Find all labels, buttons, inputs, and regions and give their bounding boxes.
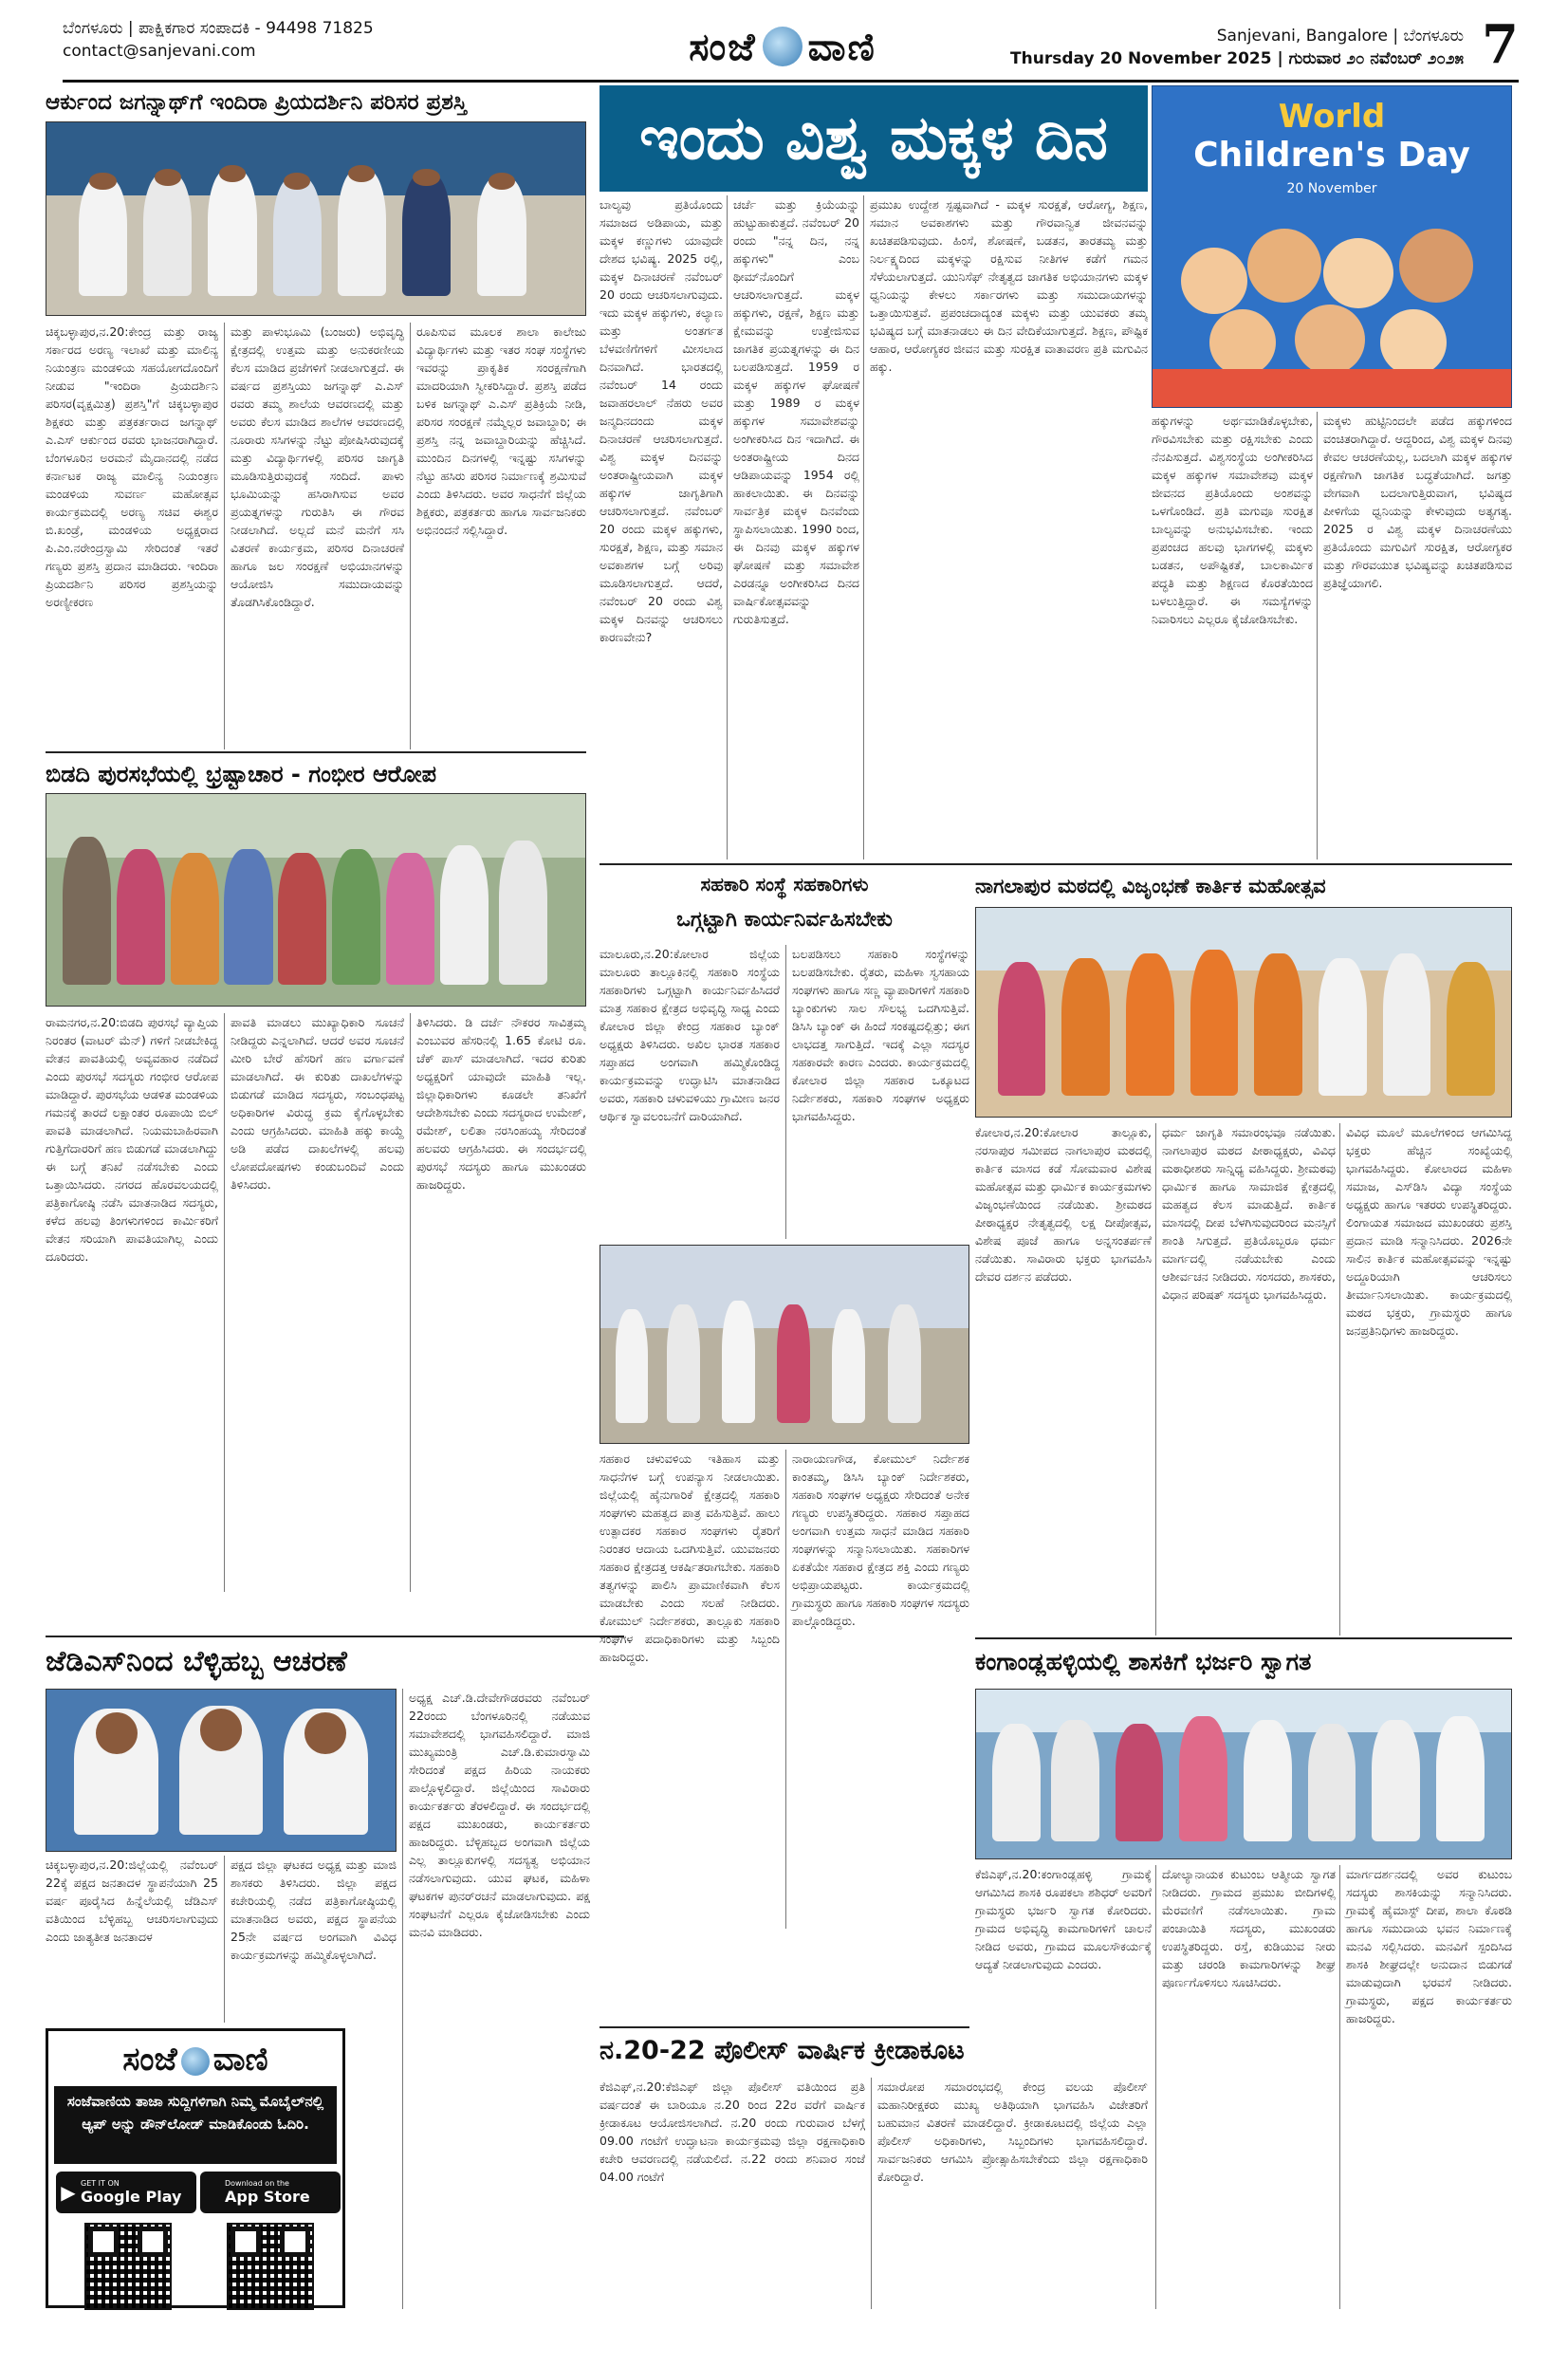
article-nagalapura-col2: ಧರ್ಮ ಜಾಗೃತಿ ಸಮಾರಂಭವೂ ನಡೆಯಿತು. ನಾಗಲಾಪುರ ಮಠದ ಪೀಠಾಧ್ಯಕ್ಷರು, ವಿವಿಧ ಮಠಾಧೀಶರು ಸಾನ್ನಿಧ್ಯ ವಹಿಸಿದ್ದರು. ಶ್ರೀಮಠವು ಧಾರ್ಮಿಕ ಹಾಗೂ ಸಾಮಾಜಿಕ ಕ್ಷೇತ್ರದಲ್ಲಿ ಮಹತ್ವದ ಕೆಲಸ ಮಾಡುತ್ತಿದೆ. ಕಾರ್ತಿಕ ಮಾಸದಲ್ಲಿ ದೀಪ ಬೆಳಗಿಸುವುದರಿಂದ ಮನಸ್ಸಿಗೆ ಶಾಂತಿ ಸಿಗುತ್ತದೆ. ಪ್ರತಿಯೊಬ್ಬರೂ ಧರ್ಮ ಮಾರ್ಗದಲ್ಲಿ ನಡೆಯಬೇಕು ಎಂದು ಆಶೀರ್ವಚನ ನೀಡಿದರು. ಸಂಸದರು, ಶಾಸಕರು, ವಿಧಾನ ಪರಿಷತ್ ಸದಸ್ಯರು ಭಾಗವಹಿಸಿದ್ದರು. [1155, 1123, 1336, 1636]
childrens-day-illustration [1152, 85, 1512, 408]
section-divider [46, 1636, 624, 1637]
play-store-icon: ▶ [61, 2181, 76, 2204]
app-store-label: App Store [225, 2188, 310, 2206]
google-play-small-text: GET IT ON [81, 2179, 120, 2188]
article-coop-col1: ಮಾಲೂರು,ನ.20:ಕೋಲಾರ ಜಿಲ್ಲೆಯ ಮಾಲೂರು ತಾಲ್ಲೂಕಿನಲ್ಲಿ ಸಹಕಾರಿ ಸಂಸ್ಥೆಯ ಸಹಕಾರಿಗಳು ಒಗ್ಗಟ್ಟಾಗಿ ಕಾರ್ಯನಿರ್ವಹಿಸಿದರೆ ಮಾತ್ರ ಸಹಕಾರ ಕ್ಷೇತ್ರದ ಅಭಿವೃದ್ಧಿ ಸಾಧ್ಯ ಎಂದು ಕೋಲಾರ ಜಿಲ್ಲಾ ಕೇಂದ್ರ ಸಹಕಾರ ಬ್ಯಾಂಕ್ ಅಧ್ಯಕ್ಷರು ತಿಳಿಸಿದರು. ಅಖಿಲ ಭಾರತ ಸಹಕಾರ ಸಪ್ತಾಹದ ಅಂಗವಾಗಿ ಹಮ್ಮಿಕೊಂಡಿದ್ದ ಕಾರ್ಯಕ್ರಮವನ್ನು ಉದ್ಘಾಟಿಸಿ ಮಾತನಾಡಿದ ಅವರು, ಸಹಕಾರಿ ಚಳುವಳಿಯು ಗ್ರಾಮೀಣ ಜನರ ಆರ್ಥಿಕ ಸ್ವಾವಲಂಬನೆಗೆ ದಾರಿಯಾಗಿದೆ. [600, 947, 780, 1123]
app-store-small-text: Download on the [225, 2179, 289, 2188]
article-coop-col2: ಬಲಪಡಿಸಲು ಸಹಕಾರಿ ಸಂಸ್ಥೆಗಳನ್ನು ಬಲಪಡಿಸಬೇಕು. ರೈತರು, ಮಹಿಳಾ ಸ್ವಸಹಾಯ ಸಂಘಗಳು ಹಾಗೂ ಸಣ್ಣ ವ್ಯಾಪಾರಿಗಳಿಗೆ ಸಹಕಾರಿ ಬ್ಯಾಂಕುಗಳು ಸಾಲ ಸೌಲಭ್ಯ ಒದಗಿಸುತ್ತಿವೆ. ಡಿಸಿಸಿ ಬ್ಯಾಂಕ್ ಈ ಹಿಂದೆ ಸಂಕಷ್ಟದಲ್ಲಿತ್ತು; ಈಗ ಲಾಭದತ್ತ ಸಾಗುತ್ತಿದೆ. ಇದಕ್ಕೆ ಎಲ್ಲಾ ಸದಸ್ಯರ ಸಹಕಾರವೇ ಕಾರಣ ಎಂದರು. ಕಾರ್ಯಕ್ರಮದಲ್ಲಿ ಕೋಲಾರ ಜಿಲ್ಲಾ ಸಹಕಾರ ಒಕ್ಕೂಟದ ನಿರ್ದೇಶಕರು, ಸಹಕಾರಿ ಸಂಘಗಳ ಅಧ್ಯಕ್ಷರು ಭಾಗವಹಿಸಿದ್ದರು. [785, 945, 969, 1239]
article-nagalapura-col1: ಕೋಲಾರ,ನ.20:ಕೋಲಾರ ತಾಲ್ಲೂಕು, ನರಸಾಪುರ ಸಮೀಪದ ನಾಗಲಾಪುರ ಮಠದಲ್ಲಿ ಕಾರ್ತಿಕ ಮಾಸದ ಕಡೆ ಸೋಮವಾರ ವಿಶೇಷ ಮಹೋತ್ಸವ ಮತ್ತು ಧಾರ್ಮಿಕ ಕಾರ್ಯಕ್ರಮಗಳು ವಿಜೃಂಭಣೆಯಿಂದ ನಡೆಯಿತು. ಶ್ರೀಮಠದ ಪೀಠಾಧ್ಯಕ್ಷರ ನೇತೃತ್ವದಲ್ಲಿ ಲಕ್ಷ ದೀಪೋತ್ಸವ, ವಿಶೇಷ ಪೂಜೆ ಹಾಗೂ ಅನ್ನಸಂತರ್ಪಣೆ ನಡೆಯಿತು. ಸಾವಿರಾರು ಭಕ್ತರು ಭಾಗವಹಿಸಿ ದೇವರ ದರ್ಶನ ಪಡೆದರು. [975, 1125, 1152, 1284]
article-police-col1: ಕೆಜಿಎಫ್,ನ.20:ಕೆಜಿಎಫ್ ಜಿಲ್ಲಾ ಪೊಲೀಸ್ ವತಿಯಿಂದ ಪ್ರತಿ ವರ್ಷದಂತೆ ಈ ಬಾರಿಯೂ ನ.20 ರಿಂದ 22ರ ವರೆಗೆ ವಾರ್ಷಿಕ ಕ್ರೀಡಾಕೂಟ ಆಯೋಜಿಸಲಾಗಿದೆ. ನ.20 ರಂದು ಗುರುವಾರ ಬೆಳಗ್ಗೆ 09.00 ಗಂಟೆಗೆ ಉದ್ಘಾಟನಾ ಕಾರ್ಯಕ್ರಮವು ಜಿಲ್ಲಾ ರಕ್ಷಣಾಧಿಕಾರಿ ಕಚೇರಿ ಆವರಣದಲ್ಲಿ ನಡೆಯಲಿದೆ. ನ.22 ರಂದು ಶನಿವಾರ ಸಂಜೆ 04.00 ಗಂಟೆಗೆ [600, 2079, 865, 2184]
masthead-left [63, 17, 374, 63]
qr-code-app-store[interactable] [227, 2223, 314, 2310]
page-number: 7 [1482, 13, 1519, 76]
photo-bidadi-group [46, 793, 586, 1007]
article-headline-award: ಆರ್ಕುಂದ ಜಗನ್ನಾಥ್‌ಗೆ ಇಂದಿರಾ ಪ್ರಿಯದರ್ಶಿನಿ ಪರಿಸರ ಪ್ರಶಸ್ತಿ [46, 90, 468, 115]
qr-code-google-play[interactable] [84, 2223, 172, 2310]
newspaper-logo [645, 17, 920, 76]
article-headline-jds: ಜೆಡಿಎಸ್‌ನಿಂದ ಬೆಳ್ಳಿಹಬ್ಬ ಆಚರಣೆ [46, 1645, 347, 1678]
childrens-day-col4: ಹಕ್ಕುಗಳನ್ನು ಅರ್ಥಮಾಡಿಕೊಳ್ಳಬೇಕು, ಗೌರವಿಸಬೇಕು ಮತ್ತು ರಕ್ಷಿಸಬೇಕು ಎಂದು ನೆನಪಿಸುತ್ತದೆ. ವಿಶ್ವಸಂಸ್ಥೆಯ ಅಂಗೀಕರಿಸಿದ ಮಕ್ಕಳ ಹಕ್ಕುಗಳ ಸಮಾವೇಶವು ಮಕ್ಕಳ ಜೀವನದ ಪ್ರತಿಯೊಂದು ಅಂಶವನ್ನು ಒಳಗೊಂಡಿದೆ. ಪ್ರತಿ ಮಗುವೂ ಸುರಕ್ಷಿತ ಬಾಲ್ಯವನ್ನು ಅನುಭವಿಸಬೇಕು. ಇಂದು ಪ್ರಪಂಚದ ಹಲವು ಭಾಗಗಳಲ್ಲಿ ಮಕ್ಕಳು ಬಡತನ, ಅಪೌಷ್ಟಿಕತೆ, ಬಾಲಕಾರ್ಮಿಕ ಪದ್ಧತಿ ಮತ್ತು ಶಿಕ್ಷಣದ ಕೊರತೆಯಿಂದ ಬಳಲುತ್ತಿದ್ದಾರೆ. ಈ ಸಮಸ್ಯೆಗಳನ್ನು ನಿವಾರಿಸಲು ಎಲ್ಲರೂ ಕೈಜೋಡಿಸಬೇಕು. [1152, 414, 1313, 626]
article-headline-police: ನ.20-22 ಪೊಲೀಸ್ ವಾರ್ಷಿಕ ಕ್ರೀಡಾಕೂಟ [600, 2036, 965, 2065]
photo-jds-leaders [46, 1689, 397, 1852]
promo-tagline: ಸಂಜೆವಾಣಿಯ ತಾಜಾ ಸುದ್ದಿಗಳಿಗಾಗಿ ನಿಮ್ಮ ಮೊಬೈಲ್‌ನಲ್ಲಿ ಆ್ಯಪ್ ಅನ್ನು ಡೌನ್‌ಲೋಡ್ ಮಾಡಿಕೊಂಡು ಓದಿರಿ. [54, 2086, 337, 2164]
article-kangandla-col2: ದೋಲ್ಯಾನಾಯಕ ಕುಟುಂಬ ಆತ್ಮೀಯ ಸ್ವಾಗತ ನೀಡಿದರು. ಗ್ರಾಮದ ಪ್ರಮುಖ ಬೀದಿಗಳಲ್ಲಿ ಮೆರವಣಿಗೆ ನಡೆಸಲಾಯಿತು. ಗ್ರಾಮ ಪಂಚಾಯಿತಿ ಸದಸ್ಯರು, ಮುಖಂಡರು ಉಪಸ್ಥಿತರಿದ್ದರು. ರಸ್ತೆ, ಕುಡಿಯುವ ನೀರು ಮತ್ತು ಚರಂಡಿ ಕಾಮಗಾರಿಗಳನ್ನು ಶೀಘ್ರ ಪೂರ್ಣಗೊಳಿಸಲು ಸೂಚಿಸಿದರು. [1155, 1865, 1336, 2309]
article-jds-col2: ಪಕ್ಷದ ಜಿಲ್ಲಾ ಘಟಕದ ಅಧ್ಯಕ್ಷ ಮತ್ತು ಮಾಜಿ ಶಾಸಕರು ತಿಳಿಸಿದರು. ಜಿಲ್ಲಾ ಪಕ್ಷದ ಕಚೇರಿಯಲ್ಲಿ ನಡೆದ ಪತ್ರಿಕಾಗೋಷ್ಠಿಯಲ್ಲಿ ಮಾತನಾಡಿದ ಅವರು, ಪಕ್ಷದ ಸ್ಥಾಪನೆಯ 25ನೇ ವರ್ಷದ ಅಂಗವಾಗಿ ವಿವಿಧ ಕಾರ್ಯಕ್ರಮಗಳನ್ನು ಹಮ್ಮಿಕೊಳ್ಳಲಾಗಿದೆ. [224, 1856, 397, 2023]
illustration-title-childrens-day: Children's Day [1193, 136, 1470, 175]
photo-nagalapura-event [975, 907, 1512, 1118]
globe-icon [181, 2047, 210, 2076]
childrens-day-headline: ಇಂದು ವಿಶ್ವ ಮಕ್ಕಳ ದಿನ [639, 103, 1108, 174]
logo-text-left: ಸಂಜೆ [689, 24, 757, 69]
section-divider [600, 863, 1512, 865]
masthead-date: Thursday 20 November 2025 | ಗುರುವಾರ ೨೦ ನವೆಂಬರ್ ೨೦೨೫ [1010, 49, 1464, 68]
article-headline-coop-line2: ಒಗ್ಗಟ್ಟಾಗಿ ಕಾರ್ಯನಿರ್ವಹಿಸಬೇಕು [676, 908, 893, 932]
masthead-contact-line: ಬೆಂಗಳೂರು | ಪಾಕ್ಷಿಕಗಾರ ಸಂಪಾದಕಿ - 94498 71825 [63, 19, 374, 38]
article-headline-nagalapura: ನಾಗಲಾಪುರ ಮಠದಲ್ಲಿ ವಿಜೃಂಭಣೆ ಕಾರ್ತಿಕ ಮಹೋತ್ಸವ [975, 875, 1326, 897]
article-police-col2: ಸಮಾರೋಪ ಸಮಾರಂಭದಲ್ಲಿ ಕೇಂದ್ರ ವಲಯ ಪೊಲೀಸ್ ಮಹಾನಿರೀಕ್ಷಕರು ಮುಖ್ಯ ಅತಿಥಿಯಾಗಿ ಭಾಗವಹಿಸಿ ವಿಜೇತರಿಗೆ ಬಹುಮಾನ ವಿತರಣೆ ಮಾಡಲಿದ್ದಾರೆ. ಕ್ರೀಡಾಕೂಟದಲ್ಲಿ ಜಿಲ್ಲೆಯ ಎಲ್ಲಾ ಪೊಲೀಸ್ ಅಧಿಕಾರಿಗಳು, ಸಿಬ್ಬಂದಿಗಳು ಭಾಗವಹಿಸಲಿದ್ದಾರೆ. ಸಾರ್ವಜನಿಕರು ಆಗಮಿಸಿ ಪ್ರೋತ್ಸಾಹಿಸಬೇಕೆಂದು ಜಿಲ್ಲಾ ರಕ್ಷಣಾಧಿಕಾರಿ ಕೋರಿದ್ದಾರೆ. [871, 2078, 1148, 2309]
section-divider [46, 751, 586, 753]
article-award-col3: ರೂಪಿಸುವ ಮೂಲಕ ಶಾಲಾ ಕಾಲೇಜು ವಿದ್ಯಾರ್ಥಿಗಳು ಮತ್ತು ಇತರ ಸಂಘ ಸಂಸ್ಥೆಗಳು ಇವರನ್ನು ಪ್ರಾಕೃತಿಕ ಸಂರಕ್ಷಣೆಗಾಗಿ ಮಾದರಿಯಾಗಿ ಸ್ವೀಕರಿಸಿದ್ದಾರೆ. ಪ್ರಶಸ್ತಿ ಪಡೆದ ಬಳಿಕ ಜಗನ್ನಾಥ್ ಎ.ಎಸ್ ಪ್ರತಿಕ್ರಿಯೆ ನೀಡಿ, ಪರಿಸರ ಸಂರಕ್ಷಣೆ ನಮ್ಮೆಲ್ಲರ ಜವಾಬ್ದಾರಿ; ಈ ಪ್ರಶಸ್ತಿ ನನ್ನ ಜವಾಬ್ದಾರಿಯನ್ನು ಹೆಚ್ಚಿಸಿದೆ. ಮುಂದಿನ ದಿನಗಳಲ್ಲಿ ಇನ್ನಷ್ಟು ಸಸಿಗಳನ್ನು ನೆಟ್ಟು ಹಸಿರು ಪರಿಸರ ನಿರ್ಮಾಣಕ್ಕೆ ಶ್ರಮಿಸುವೆ ಎಂದು ತಿಳಿಸಿದರು. ಅವರ ಸಾಧನೆಗೆ ಜಿಲ್ಲೆಯ ಶಿಕ್ಷಕರು, ಪತ್ರಕರ್ತರು ಹಾಗೂ ಸಾರ್ವಜನಿಕರು ಅಭಿನಂದನೆ ಸಲ್ಲಿಸಿದ್ದಾರೆ. [410, 323, 586, 749]
article-headline-coop-line1: ಸಹಕಾರಿ ಸಂಸ್ಥೆ ಸಹಕಾರಿಗಳು [700, 873, 869, 896]
illustration-title-world: World [1278, 98, 1386, 136]
article-coop-col4: ನಾರಾಯಣಗೌಡ, ಕೋಮುಲ್ ನಿರ್ದೇಶಕ ಕಾಂತಮ್ಮ, ಡಿಸಿಸಿ ಬ್ಯಾಂಕ್ ನಿರ್ದೇಶಕರು, ಸಹಕಾರಿ ಸಂಘಗಳ ಅಧ್ಯಕ್ಷರು ಸೇರಿದಂತೆ ಅನೇಕ ಗಣ್ಯರು ಉಪಸ್ಥಿತರಿದ್ದರು. ಸಹಕಾರ ಸಪ್ತಾಹದ ಅಂಗವಾಗಿ ಉತ್ತಮ ಸಾಧನೆ ಮಾಡಿದ ಸಹಕಾರಿ ಸಂಘಗಳನ್ನು ಸನ್ಮಾನಿಸಲಾಯಿತು. ಸಹಕಾರಿಗಳ ಏಕತೆಯೇ ಸಹಕಾರ ಕ್ಷೇತ್ರದ ಶಕ್ತಿ ಎಂದು ಗಣ್ಯರು ಅಭಿಪ್ರಾಯಪಟ್ಟರು. ಕಾರ್ಯಕ್ರಮದಲ್ಲಿ ಗ್ರಾಮಸ್ಥರು ಹಾಗೂ ಸಹಕಾರಿ ಸಂಘಗಳ ಸದಸ್ಯರು ಪಾಲ್ಗೊಂಡಿದ್ದರು. [785, 1450, 969, 1929]
article-jds-col3: ಅಧ್ಯಕ್ಷ ಎಚ್.ಡಿ.ದೇವೇಗೌಡರವರು ನವೆಂಬರ್ 22ರಂದು ಬೆಂಗಳೂರಿನಲ್ಲಿ ನಡೆಯುವ ಸಮಾವೇಶದಲ್ಲಿ ಭಾಗವಹಿಸಲಿದ್ದಾರೆ. ಮಾಜಿ ಮುಖ್ಯಮಂತ್ರಿ ಎಚ್.ಡಿ.ಕುಮಾರಸ್ವಾಮಿ ಸೇರಿದಂತೆ ಪಕ್ಷದ ಹಿರಿಯ ನಾಯಕರು ಪಾಲ್ಗೊಳ್ಳಲಿದ್ದಾರೆ. ಜಿಲ್ಲೆಯಿಂದ ಸಾವಿರಾರು ಕಾರ್ಯಕರ್ತರು ತೆರಳಲಿದ್ದಾರೆ. ಈ ಸಂದರ್ಭದಲ್ಲಿ ಪಕ್ಷದ ಮುಖಂಡರು, ಕಾರ್ಯಕರ್ತರು ಹಾಜರಿದ್ದರು. ಬೆಳ್ಳಿಹಬ್ಬದ ಅಂಗವಾಗಿ ಜಿಲ್ಲೆಯ ಎಲ್ಲ ತಾಲ್ಲೂಕುಗಳಲ್ಲಿ ಸದಸ್ಯತ್ವ ಅಭಿಯಾನ ನಡೆಸಲಾಗುವುದು. ಯುವ ಘಟಕ, ಮಹಿಳಾ ಘಟಕಗಳ ಪುನರ್‌ರಚನೆ ಮಾಡಲಾಗುವುದು. ಪಕ್ಷ ಸಂಘಟನೆಗೆ ಎಲ್ಲರೂ ಕೈಜೋಡಿಸಬೇಕು ಎಂದು ಮನವಿ ಮಾಡಿದರು. [402, 1689, 590, 2309]
masthead-divider [63, 80, 1519, 83]
photo-award-ceremony [46, 121, 586, 316]
illustration-date: 20 November [1286, 181, 1377, 196]
google-play-label: Google Play [81, 2188, 182, 2206]
article-bidadi-col3: ತಿಳಿಸಿದರು. ಡಿ ದರ್ಜೆ ನೌಕರರ ಸಾವಿತ್ರಮ್ಮ ಎಂಬುವರ ಹೆಸರಿನಲ್ಲಿ 1.65 ಕೋಟಿ ರೂ. ಚೆಕ್ ಪಾಸ್ ಮಾಡಲಾಗಿದೆ. ಇದರ ಕುರಿತು ಅಧ್ಯಕ್ಷರಿಗೆ ಯಾವುದೇ ಮಾಹಿತಿ ಇಲ್ಲ. ಜಿಲ್ಲಾಧಿಕಾರಿಗಳು ಕೂಡಲೇ ತನಿಖೆಗೆ ಆದೇಶಿಸಬೇಕು ಎಂದು ಸದಸ್ಯರಾದ ಉಮೇಶ್, ರಮೇಶ್, ಲಲಿತಾ ನರಸಿಂಹಯ್ಯ ಸೇರಿದಂತೆ ಹಲವರು ಆಗ್ರಹಿಸಿದರು. ಈ ಸಂದರ್ಭದಲ್ಲಿ ಪುರಸಭೆ ಸದಸ್ಯರು ಹಾಗೂ ಮುಖಂಡರು ಹಾಜರಿದ್ದರು. [410, 1013, 586, 1592]
article-nagalapura-col3: ವಿವಿಧ ಮೂಲೆ ಮೂಲೆಗಳಿಂದ ಆಗಮಿಸಿದ್ದ ಭಕ್ತರು ಹೆಚ್ಚಿನ ಸಂಖ್ಯೆಯಲ್ಲಿ ಭಾಗವಹಿಸಿದ್ದರು. ಕೋಲಾರದ ಮಹಿಳಾ ಸಮಾಜ, ಎಸ್‌ಡಿಸಿ ವಿದ್ಯಾ ಸಂಸ್ಥೆಯ ಅಧ್ಯಕ್ಷರು ಹಾಗೂ ಇತರರು ಉಪಸ್ಥಿತರಿದ್ದರು. ಲಿಂಗಾಯತ ಸಮಾಜದ ಮುಖಂಡರು ಪ್ರಶಸ್ತಿ ಪ್ರದಾನ ಮಾಡಿ ಸನ್ಮಾನಿಸಿದರು. 2026ನೇ ಸಾಲಿನ ಕಾರ್ತಿಕ ಮಹೋತ್ಸವವನ್ನು ಇನ್ನಷ್ಟು ಅದ್ದೂರಿಯಾಗಿ ಆಚರಿಸಲು ತೀರ್ಮಾನಿಸಲಾಯಿತು. ಕಾರ್ಯಕ್ರಮದಲ್ಲಿ ಮಠದ ಭಕ್ತರು, ಗ್ರಾಮಸ್ಥರು ಹಾಗೂ ಜನಪ್ರತಿನಿಧಿಗಳು ಹಾಜರಿದ್ದರು. [1339, 1123, 1512, 1636]
article-bidadi-col1: ರಾಮನಗರ,ನ.20:ಬಿಡದಿ ಪುರಸಭೆ ವ್ಯಾಪ್ತಿಯ ನಿರಂತರ (ವಾಟರ್ ಮೆನ್) ಗಳಿಗೆ ನೀಡಬೇಕಿದ್ದ ವೇತನ ಪಾವತಿಯಲ್ಲಿ ಅವ್ಯವಹಾರ ನಡೆದಿದೆ ಎಂದು ಪುರಸಭೆ ಸದಸ್ಯರು ಗಂಭೀರ ಆರೋಪ ಮಾಡಿದ್ದಾರೆ. ಪುರಸಭೆಯ ಆಡಳಿತ ಮಂಡಳಿಯ ಗಮನಕ್ಕೆ ತಾರದೆ ಲಕ್ಷಾಂತರ ರೂಪಾಯಿ ಬಿಲ್ ಪಾವತಿ ಮಾಡಲಾಗಿದೆ. ನಿಯಮಬಾಹಿರವಾಗಿ ಗುತ್ತಿಗೆದಾರರಿಗೆ ಹಣ ಬಿಡುಗಡೆ ಮಾಡಲಾಗಿದ್ದು ಈ ಬಗ್ಗೆ ತನಿಖೆ ನಡೆಸಬೇಕು ಎಂದು ಒತ್ತಾಯಿಸಿದರು. ನಗರದ ಹೊರವಲಯದಲ್ಲಿ ಪತ್ರಿಕಾಗೋಷ್ಠಿ ನಡೆಸಿ ಮಾತನಾಡಿದ ಸದಸ್ಯರು, ಕಳೆದ ಹಲವು ತಿಂಗಳುಗಳಿಂದ ಕಾರ್ಮಿಕರಿಗೆ ವೇತನ ಸರಿಯಾಗಿ ಪಾವತಿಯಾಗಿಲ್ಲ ಎಂದು ದೂರಿದರು. [46, 1015, 218, 1264]
google-play-button[interactable] [56, 2172, 196, 2213]
article-award-col1: ಚಿಕ್ಕಬಳ್ಳಾಪುರ,ನ.20:ಕೇಂದ್ರ ಮತ್ತು ರಾಜ್ಯ ಸರ್ಕಾರದ ಅರಣ್ಯ ಇಲಾಖೆ ಮತ್ತು ಮಾಲಿನ್ಯ ನಿಯಂತ್ರಣ ಮಂಡಳಿಯ ಸಹಯೋಗದೊಂದಿಗೆ ನೀಡುವ "ಇಂದಿರಾ ಪ್ರಿಯದರ್ಶಿನಿ ಪರಿಸರ(ವೃಕ್ಷಮಿತ್ರ) ಪ್ರಶಸ್ತಿ"ಗೆ ಚಿಕ್ಕಬಳ್ಳಾಪುರ ಶಿಕ್ಷಕರು ಮತ್ತು ಪತ್ರಕರ್ತರಾದ ಜಗನ್ನಾಥ್ ಎ.ಎಸ್ ಆರ್ಕುಂದ ರವರು ಭಾಜನರಾಗಿದ್ದಾರೆ. ಬೆಂಗಳೂರಿನ ಅರಮನೆ ಮೈದಾನದಲ್ಲಿ ನಡೆದ ಕರ್ನಾಟಕ ರಾಜ್ಯ ಮಾಲಿನ್ಯ ನಿಯಂತ್ರಣ ಮಂಡಳಿಯ ಸುವರ್ಣ ಮಹೋತ್ಸವ ಕಾರ್ಯಕ್ರಮದಲ್ಲಿ ಅರಣ್ಯ ಸಚಿವ ಈಶ್ವರ ಬಿ.ಖಂಡ್ರೆ, ಮಂಡಳಿಯ ಅಧ್ಯಕ್ಷರಾದ ಪಿ.ಎಂ.ನರೇಂದ್ರಸ್ವಾಮಿ ಸೇರಿದಂತೆ ಇತರೆ ಗಣ್ಯರು ಪ್ರಶಸ್ತಿ ಪ್ರದಾನ ಮಾಡಿದರು. ಇಂದಿರಾ ಪ್ರಿಯದರ್ಶಿನಿ ಪರಿಸರ ಪ್ರಶಸ್ತಿಯನ್ನು ಅರಣ್ಯೀಕರಣ [46, 324, 218, 609]
article-jds-col1: ಚಿಕ್ಕಬಳ್ಳಾಪುರ,ನ.20:ಜಿಲ್ಲೆಯಲ್ಲಿ ನವೆಂಬರ್ 22ಕ್ಕೆ ಪಕ್ಷದ ಜನತಾದಳ ಸ್ಥಾಪನೆಯಾಗಿ 25 ವರ್ಷ ಪೂರೈಸಿದ ಹಿನ್ನೆಲೆಯಲ್ಲಿ ಜೆಡಿಎಸ್ ವತಿಯಿಂದ ಬೆಳ್ಳಿಹಬ್ಬ ಆಚರಿಸಲಾಗುವುದು ಎಂದು ಜಾತ್ಯತೀತ ಜನತಾದಳ [46, 1858, 218, 1944]
promo-logo [48, 2041, 342, 2079]
article-award-col2: ಮತ್ತು ಪಾಳುಭೂಮಿ (ಬಂಜರು) ಅಭಿವೃದ್ಧಿ ಕ್ಷೇತ್ರದಲ್ಲಿ ಉತ್ತಮ ಮತ್ತು ಅನುಕರಣೀಯ ಕೆಲಸ ಮಾಡಿದ ಪ್ರಜೆಗಳಿಗೆ ನೀಡಲಾಗುತ್ತದೆ. ಈ ವರ್ಷದ ಪ್ರಶಸ್ತಿಯು ಜಗನ್ನಾಥ್ ಎ.ಎಸ್ ರವರು ತಮ್ಮ ಶಾಲೆಯ ಆವರಣದಲ್ಲಿ ಮತ್ತು ಅವರು ಕೆಲಸ ಮಾಡಿದ ಶಾಲೆಗಳ ಆವರಣದಲ್ಲಿ ನೂರಾರು ಸಸಿಗಳನ್ನು ನೆಟ್ಟು ಪೋಷಿಸಿರುವುದಕ್ಕೆ ಮತ್ತು ವಿದ್ಯಾರ್ಥಿಗಳಲ್ಲಿ ಪರಿಸರ ಜಾಗೃತಿ ಮೂಡಿಸುತ್ತಿರುವುದಕ್ಕೆ ಸಂದಿದೆ. ಪಾಳು ಭೂಮಿಯನ್ನು ಹಸಿರಾಗಿಸುವ ಅವರ ಪ್ರಯತ್ನಗಳನ್ನು ಗುರುತಿಸಿ ಈ ಗೌರವ ನೀಡಲಾಗಿದೆ. ಅಲ್ಲದೆ ಮನೆ ಮನೆಗೆ ಸಸಿ ವಿತರಣೆ ಕಾರ್ಯಕ್ರಮ, ಪರಿಸರ ದಿನಾಚರಣೆ ಹಾಗೂ ಜಲ ಸಂರಕ್ಷಣೆ ಅಭಿಯಾನಗಳನ್ನು ಆಯೋಜಿಸಿ ಸಮುದಾಯವನ್ನು ತೊಡಗಿಸಿಕೊಂಡಿದ್ದಾರೆ. [224, 323, 404, 749]
photo-coop-event [600, 1245, 969, 1444]
article-kangandla-col3: ಮಾರ್ಗದರ್ಶನದಲ್ಲಿ ಅವರ ಕುಟುಂಬ ಸದಸ್ಯರು ಶಾಸಕಿಯನ್ನು ಸನ್ಮಾನಿಸಿದರು. ಗ್ರಾಮಕ್ಕೆ ಹೈಮಾಸ್ಟ್ ದೀಪ, ಶಾಲಾ ಕೊಠಡಿ ಹಾಗೂ ಸಮುದಾಯ ಭವನ ನಿರ್ಮಾಣಕ್ಕೆ ಮನವಿ ಸಲ್ಲಿಸಿದರು. ಮನವಿಗೆ ಸ್ಪಂದಿಸಿದ ಶಾಸಕಿ ಶೀಘ್ರದಲ್ಲೇ ಅನುದಾನ ಬಿಡುಗಡೆ ಮಾಡುವುದಾಗಿ ಭರವಸೆ ನೀಡಿದರು. ಗ್ರಾಮಸ್ಥರು, ಪಕ್ಷದ ಕಾರ್ಯಕರ್ತರು ಹಾಜರಿದ್ದರು. [1339, 1865, 1512, 2309]
article-kangandla-col1: ಕೆಜಿಎಫ್,ನ.20:ಕಂಗಾಂಡ್ಲಹಳ್ಳಿ ಗ್ರಾಮಕ್ಕೆ ಆಗಮಿಸಿದ ಶಾಸಕಿ ರೂಪಕಲಾ ಶಶಿಧರ್ ಅವರಿಗೆ ಗ್ರಾಮಸ್ಥರು ಭರ್ಜರಿ ಸ್ವಾಗತ ಕೋರಿದರು. ಗ್ರಾಮದ ಅಭಿವೃದ್ಧಿ ಕಾಮಗಾರಿಗಳಿಗೆ ಚಾಲನೆ ನೀಡಿದ ಅವರು, ಗ್ರಾಮದ ಮೂಲಸೌಕರ್ಯಕ್ಕೆ ಆದ್ಯತೆ ನೀಡಲಾಗುವುದು ಎಂದರು. [975, 1867, 1152, 1971]
article-headline-kangandla: ಕಂಗಾಂಡ್ಲಹಳ್ಳಿಯಲ್ಲಿ ಶಾಸಕಿಗೆ ಭರ್ಜರಿ ಸ್ವಾಗತ [975, 1648, 1312, 1675]
app-download-promo [46, 2028, 345, 2308]
promo-logo-right: ವಾಣಿ [212, 2041, 268, 2079]
childrens-day-banner [600, 85, 1148, 192]
app-store-button[interactable] [200, 2172, 341, 2213]
logo-text-right: ವಾಣಿ [807, 24, 876, 69]
section-divider [975, 1637, 1512, 1639]
childrens-day-col5: ಮಕ್ಕಳು ಹುಟ್ಟಿನಿಂದಲೇ ಪಡೆದ ಹಕ್ಕುಗಳಿಂದ ವಂಚಿತರಾಗಿದ್ದಾರೆ. ಆದ್ದರಿಂದ, ವಿಶ್ವ ಮಕ್ಕಳ ದಿನವು ಕೇವಲ ಆಚರಣೆಯಲ್ಲ, ಬದಲಾಗಿ ಮಕ್ಕಳ ಹಕ್ಕುಗಳ ರಕ್ಷಣೆಗಾಗಿ ಜಾಗತಿಕ ಬದ್ಧತೆಯಾಗಿದೆ. ಜಗತ್ತು ವೇಗವಾಗಿ ಬದಲಾಗುತ್ತಿರುವಾಗ, ಭವಿಷ್ಯದ ಪೀಳಿಗೆಯ ಧ್ವನಿಯನ್ನು ಕೇಳುವುದು ಅತ್ಯಗತ್ಯ. 2025 ರ ವಿಶ್ವ ಮಕ್ಕಳ ದಿನಾಚರಣೆಯು ಪ್ರತಿಯೊಂದು ಮಗುವಿಗೆ ಸುರಕ್ಷಿತ, ಆರೋಗ್ಯಕರ ಮತ್ತು ಗೌರವಯುತ ಭವಿಷ್ಯವನ್ನು ಖಚಿತಪಡಿಸುವ ಪ್ರತಿಜ್ಞೆಯಾಗಲಿ. [1317, 412, 1512, 860]
section-divider [600, 2026, 969, 2028]
article-coop-col3: ಸಹಕಾರ ಚಳುವಳಿಯ ಇತಿಹಾಸ ಮತ್ತು ಸಾಧನೆಗಳ ಬಗ್ಗೆ ಉಪನ್ಯಾಸ ನೀಡಲಾಯಿತು. ಜಿಲ್ಲೆಯಲ್ಲಿ ಹೈನುಗಾರಿಕೆ ಕ್ಷೇತ್ರದಲ್ಲಿ ಸಹಕಾರಿ ಸಂಘಗಳು ಮಹತ್ವದ ಪಾತ್ರ ವಹಿಸುತ್ತಿವೆ. ಹಾಲು ಉತ್ಪಾದಕರ ಸಹಕಾರ ಸಂಘಗಳು ರೈತರಿಗೆ ನಿರಂತರ ಆದಾಯ ಒದಗಿಸುತ್ತಿವೆ. ಯುವಜನರು ಸಹಕಾರ ಕ್ಷೇತ್ರದತ್ತ ಆಕರ್ಷಿತರಾಗಬೇಕು. ಸಹಕಾರಿ ತತ್ವಗಳನ್ನು ಪಾಲಿಸಿ ಪ್ರಾಮಾಣಿಕವಾಗಿ ಕೆಲಸ ಮಾಡಬೇಕು ಎಂದು ಸಲಹೆ ನೀಡಿದರು. ಕೋಮುಲ್ ನಿರ್ದೇಶಕರು, ತಾಲ್ಲೂಕು ಸಹಕಾರಿ ಸಂಘಗಳ ಪದಾಧಿಕಾರಿಗಳು ಮತ್ತು ಸಿಬ್ಬಂದಿ ಹಾಜರಿದ್ದರು. [600, 1451, 780, 1664]
childrens-day-col1: ಬಾಲ್ಯವು ಪ್ರತಿಯೊಂದು ಸಮಾಜದ ಅಡಿಪಾಯ, ಮತ್ತು ಮಕ್ಕಳ ಕಣ್ಣುಗಳು ಯಾವುದೇ ದೇಶದ ಭವಿಷ್ಯ. 2025 ರಲ್ಲಿ, ಮಕ್ಕಳ ದಿನಾಚರಣೆ ನವೆಂಬರ್ 20 ರಂದು ಆಚರಿಸಲಾಗುವುದು. ಇದು ಮಕ್ಕಳ ಹಕ್ಕುಗಳು, ಕಲ್ಯಾಣ ಮತ್ತು ಅಂತರ್ಗತ ಬೆಳವಣಿಗೆಗಳಿಗೆ ಮೀಸಲಾದ ದಿನವಾಗಿದೆ. ಭಾರತದಲ್ಲಿ ನವೆಂಬರ್ 14 ರಂದು ಜವಾಹರಲಾಲ್ ನೆಹರು ಅವರ ಜನ್ಮದಿನದಂದು ಮಕ್ಕಳ ದಿನಾಚರಣೆ ಆಚರಿಸಲಾಗುತ್ತದೆ. ವಿಶ್ವ ಮಕ್ಕಳ ದಿನವನ್ನು ಅಂತರಾಷ್ಟ್ರೀಯವಾಗಿ ಮಕ್ಕಳ ಹಕ್ಕುಗಳ ಜಾಗೃತಿಗಾಗಿ ಆಚರಿಸಲಾಗುತ್ತದೆ. ನವೆಂಬರ್ 20 ರಂದು ಮಕ್ಕಳ ಹಕ್ಕುಗಳು, ಸುರಕ್ಷತೆ, ಶಿಕ್ಷಣ, ಮತ್ತು ಸಮಾನ ಅವಕಾಶಗಳ ಬಗ್ಗೆ ಅರಿವು ಮೂಡಿಸಲಾಗುತ್ತದೆ. ಆದರೆ, ನವೆಂಬರ್ 20 ರಂದು ವಿಶ್ವ ಮಕ್ಕಳ ದಿನವನ್ನು ಆಚರಿಸಲು ಕಾರಣವೇನು? [600, 197, 723, 644]
globe-icon [763, 27, 802, 66]
masthead-edition: Sanjevani, Bangalore | ಬೆಂಗಳೂರು [1216, 27, 1464, 46]
childrens-day-col3: ಪ್ರಮುಖ ಉದ್ದೇಶ ಸ್ಪಷ್ಟವಾಗಿದೆ - ಮಕ್ಕಳ ಸುರಕ್ಷತೆ, ಆರೋಗ್ಯ, ಶಿಕ್ಷಣ, ಸಮಾನ ಅವಕಾಶಗಳು ಮತ್ತು ಗೌರವಾನ್ವಿತ ಜೀವನವನ್ನು ಖಚಿತಪಡಿಸುವುದು. ಹಿಂಸೆ, ಶೋಷಣೆ, ಬಡತನ, ತಾರತಮ್ಯ ಮತ್ತು ನಿರ್ಲಕ್ಷ್ಯದಿಂದ ಮಕ್ಕಳನ್ನು ರಕ್ಷಿಸುವ ನೀತಿಗಳ ಕಡೆಗೆ ಗಮನ ಸೆಳೆಯಲಾಗುತ್ತದೆ. ಯುನಿಸೆಫ್ ನೇತೃತ್ವದ ಜಾಗತಿಕ ಅಭಿಯಾನಗಳು ಮಕ್ಕಳ ಧ್ವನಿಯನ್ನು ಕೇಳಲು ಸರ್ಕಾರಗಳು ಮತ್ತು ಸಮುದಾಯಗಳನ್ನು ಒತ್ತಾಯಿಸುತ್ತವೆ. ಪ್ರಪಂಚದಾದ್ಯಂತ ಮಕ್ಕಳು ಮತ್ತು ಯುವಕರು ತಮ್ಮ ಭವಿಷ್ಯದ ಬಗ್ಗೆ ಮಾತನಾಡಲು ಈ ದಿನ ವೇದಿಕೆಯಾಗುತ್ತದೆ. ಶಿಕ್ಷಣ, ಪೌಷ್ಟಿಕ ಆಹಾರ, ಆರೋಗ್ಯಕರ ಜೀವನ ಮತ್ತು ಸುರಕ್ಷಿತ ವಾತಾವರಣ ಪ್ರತಿ ಮಗುವಿನ ಹಕ್ಕು. [863, 195, 1148, 860]
childrens-day-col2: ಚರ್ಚೆ ಮತ್ತು ಕ್ರಿಯೆಯನ್ನು ಹುಟ್ಟುಹಾಕುತ್ತದೆ. ನವೆಂಬರ್ 20 ರಂದು "ನನ್ನ ದಿನ, ನನ್ನ ಹಕ್ಕುಗಳು" ಎಂಬ ಥೀಮ್‌ನೊಂದಿಗೆ ಆಚರಿಸಲಾಗುತ್ತದೆ. ಮಕ್ಕಳ ಹಕ್ಕುಗಳು, ರಕ್ಷಣೆ, ಶಿಕ್ಷಣ ಮತ್ತು ಕ್ಷೇಮವನ್ನು ಉತ್ತೇಜಿಸುವ ಜಾಗತಿಕ ಪ್ರಯತ್ನಗಳನ್ನು ಈ ದಿನ ಬಲಪಡಿಸುತ್ತದೆ. 1959 ರ ಮಕ್ಕಳ ಹಕ್ಕುಗಳ ಘೋಷಣೆ ಮತ್ತು 1989 ರ ಮಕ್ಕಳ ಹಕ್ಕುಗಳ ಸಮಾವೇಶವನ್ನು ಅಂಗೀಕರಿಸಿದ ದಿನ ಇದಾಗಿದೆ. ಈ ಅಂತರಾಷ್ಟ್ರೀಯ ದಿನದ ಆಡಿಪಾಯವನ್ನು 1954 ರಲ್ಲಿ ಹಾಕಲಾಯಿತು. ಈ ದಿನವನ್ನು ಸಾರ್ವತ್ರಿಕ ಮಕ್ಕಳ ದಿನವೆಂದು ಸ್ಥಾಪಿಸಲಾಯಿತು. 1990 ರಿಂದ, ಈ ದಿನವು ಮಕ್ಕಳ ಹಕ್ಕುಗಳ ಘೋಷಣೆ ಮತ್ತು ಸಮಾವೇಶ ಎರಡನ್ನೂ ಅಂಗೀಕರಿಸಿದ ದಿನದ ವಾರ್ಷಿಕೋತ್ಸವವನ್ನು ಗುರುತಿಸುತ್ತದೆ. [727, 195, 859, 860]
photo-kangandla-welcome [975, 1689, 1512, 1859]
masthead-email[interactable]: contact@sanjevani.com [63, 42, 256, 61]
article-bidadi-col2: ಪಾವತಿ ಮಾಡಲು ಮುಖ್ಯಾಧಿಕಾರಿ ಸೂಚನೆ ನೀಡಿದ್ದರು ಎನ್ನಲಾಗಿದೆ. ಆದರೆ ಅವರ ಸೂಚನೆ ಮೀರಿ ಬೇರೆ ಹೆಸರಿಗೆ ಹಣ ವರ್ಗಾವಣೆ ಮಾಡಲಾಗಿದೆ. ಈ ಕುರಿತು ದಾಖಲೆಗಳನ್ನು ಬಿಡುಗಡೆ ಮಾಡಿದ ಸದಸ್ಯರು, ಸಂಬಂಧಪಟ್ಟ ಅಧಿಕಾರಿಗಳ ವಿರುದ್ಧ ಕ್ರಮ ಕೈಗೊಳ್ಳಬೇಕು ಎಂದು ಆಗ್ರಹಿಸಿದರು. ಮಾಹಿತಿ ಹಕ್ಕು ಕಾಯ್ದೆ ಅಡಿ ಪಡೆದ ದಾಖಲೆಗಳಲ್ಲಿ ಹಲವು ಲೋಪದೋಷಗಳು ಕಂಡುಬಂದಿವೆ ಎಂದು ತಿಳಿಸಿದರು. [224, 1013, 404, 1592]
masthead-right [1010, 25, 1464, 70]
article-headline-bidadi: ಬಿಡದಿ ಪುರಸಭೆಯಲ್ಲಿ ಭ್ರಷ್ಟಾಚಾರ - ಗಂಭೀರ ಆರೋಪ [46, 761, 437, 787]
promo-logo-left: ಸಂಜೆ [122, 2041, 177, 2079]
